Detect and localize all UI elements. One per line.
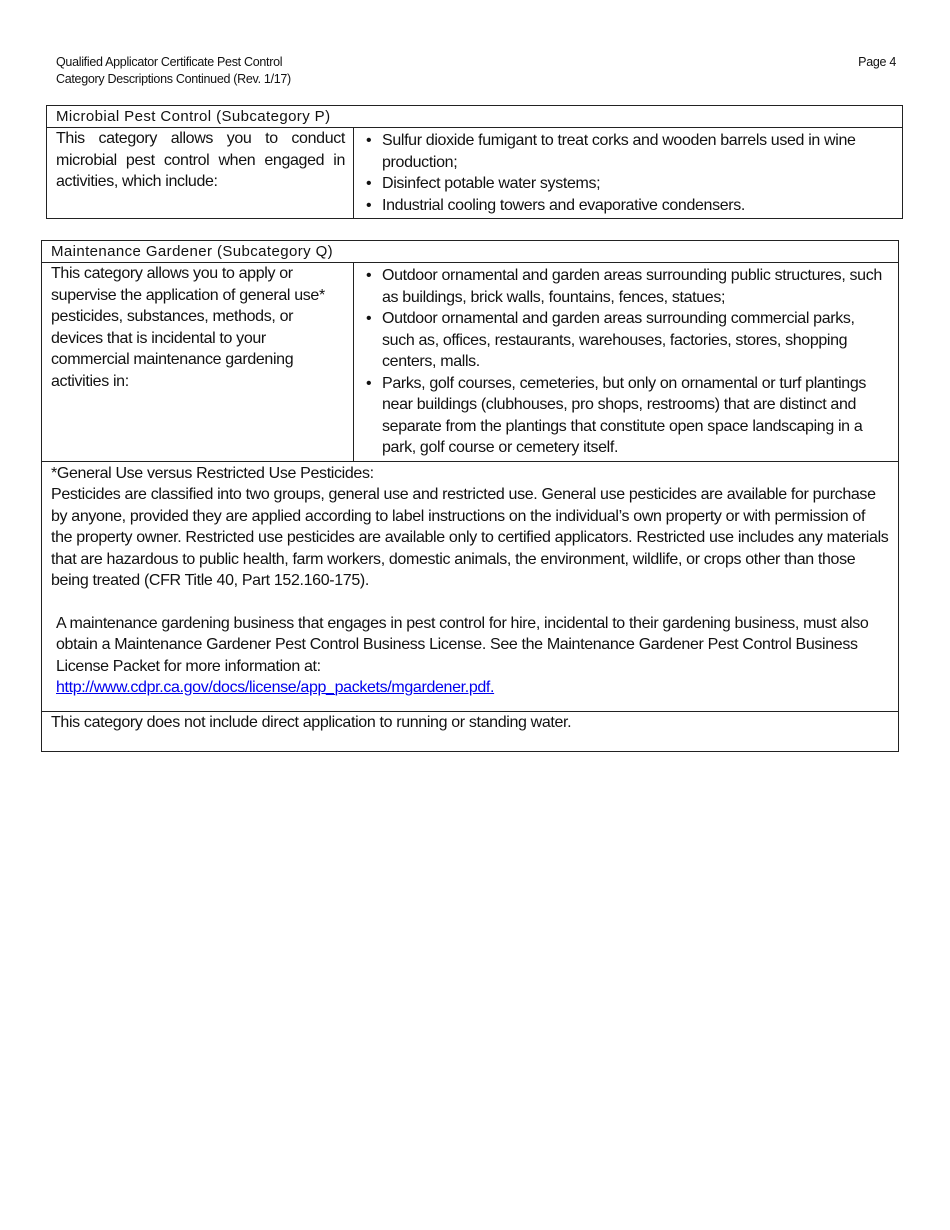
bullet-icon: • (366, 267, 372, 284)
license-text: A maintenance gardening business that engages in pest control for hire, incidental to their gardening business, must also obtain a Maintenance Gardener Pest Control Business License. See the Maintenance Gardener Pest Control Business License Packet for more information at: (56, 614, 869, 675)
list-item (364, 308, 888, 373)
bullet-icon: • (366, 175, 372, 192)
list-item-text: Industrial cooling towers and evaporative condensers. (382, 196, 746, 214)
microbial-activities-cell (354, 128, 903, 219)
pesticide-use-note (42, 461, 899, 711)
list-item (364, 373, 888, 459)
list-item-text: Sulfur dioxide fumigant to treat corks and wooden barrels used in wine production; (382, 132, 856, 171)
list-item-text: Disinfect potable water systems; (382, 175, 601, 192)
maintenance-description: This category allows you to apply or supervise the application of general use* pesticides, substances, methods, or devices that is incidental to your commercial maintenance gardening activities in: (42, 263, 354, 462)
list-item (364, 173, 892, 195)
exclusion-note: This category does not include direct application to running or standing water. (42, 711, 899, 752)
microbial-description: This category allows you to conduct microbial pest control when engaged in activities, which include: (47, 128, 354, 219)
maintenance-section-title: Maintenance Gardener (Subcategory Q) (42, 241, 899, 263)
list-item-text: Parks, golf courses, cemeteries, but only on ornamental or turf plantings near buildings (clubhouses, pro shops, restrooms) that are distinct and separate from the plantings that constitute open space landscaping in a park, golf course or cemetery itself. (382, 374, 867, 456)
bullet-icon: • (366, 310, 372, 327)
maintenance-section-table (41, 240, 899, 752)
license-paragraph (51, 613, 889, 699)
document-title-line-1: Qualified Applicator Certificate Pest Control (56, 55, 283, 69)
list-item-text: Outdoor ornamental and garden areas surrounding commercial parks, such as, offices, restaurants, warehouses, factories, stores, shopping centers, malls. (382, 310, 855, 370)
list-item (364, 130, 892, 173)
microbial-activities-list (364, 130, 892, 216)
maintenance-areas-list (364, 265, 888, 459)
bullet-icon: • (366, 374, 372, 392)
maintenance-areas-cell (354, 263, 899, 462)
document-title-line-2: Category Descriptions Continued (Rev. 1/17) (56, 72, 291, 86)
page-number: Page 4 (858, 55, 896, 69)
bullet-icon: • (366, 196, 372, 214)
list-item (364, 195, 892, 217)
list-item (364, 265, 888, 308)
list-item-text: Outdoor ornamental and garden areas surrounding public structures, such as buildings, brick walls, fountains, fences, statues; (382, 267, 882, 306)
note-body: Pesticides are classified into two groups, general use and restricted use. General use pesticides are available for purchase by anyone, provided they are applied according to label instructions on the individual’s own property or with permission of the property owner. Restricted use pesticides are available only to certified applicators. Restricted use includes any materials that are hazardous to public health, farm workers, domestic animals, the environment, wildlife, or crops other than those being treated (CFR Title 40, Part 152.160-175). (51, 486, 889, 589)
microbial-section-table (46, 105, 903, 219)
microbial-section-title: Microbial Pest Control (Subcategory P) (47, 106, 903, 128)
note-heading: *General Use versus Restricted Use Pesticides: (51, 464, 374, 482)
bullet-icon: • (366, 132, 372, 149)
license-packet-link[interactable]: http://www.cdpr.ca.gov/docs/license/app_packets/mgardener.pdf. (56, 679, 495, 696)
document-title (56, 54, 291, 88)
